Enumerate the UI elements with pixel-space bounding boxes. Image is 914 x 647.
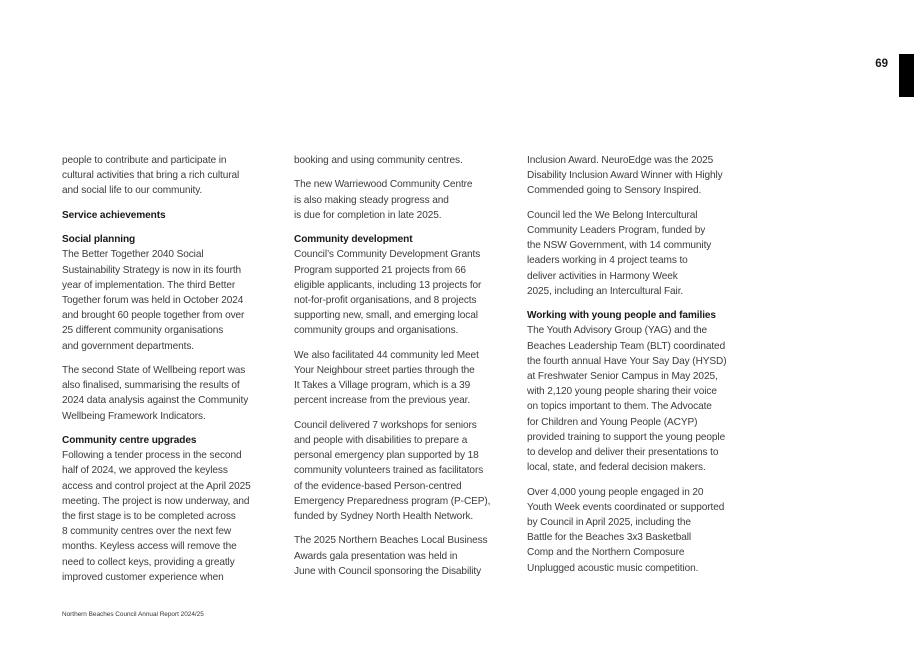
- text-line: Sustainability Strategy is now in its fourth: [62, 264, 242, 276]
- paragraph: [527, 485, 747, 576]
- text-line: need to collect keys, providing a greatly: [62, 556, 235, 568]
- text-column-1: [62, 153, 274, 594]
- paragraph: [294, 348, 506, 409]
- text-line: The new Warriewood Community Centre: [294, 179, 473, 191]
- text-line: is due for completion in late 2025.: [294, 209, 442, 221]
- paragraph: [294, 153, 506, 168]
- text-line: year of implementation. The third Better: [62, 279, 236, 291]
- text-line: also finalised, summarising the results of: [62, 380, 240, 392]
- text-column-3: [527, 153, 747, 585]
- text-line: funded by Sydney North Health Network.: [294, 511, 474, 523]
- text-line: Battle for the Beaches 3x3 Basketball: [527, 532, 692, 544]
- text-line: local, state, and federal decision makers.: [527, 462, 706, 474]
- footer-report-title: Northern Beaches Council Annual Report 2024/25: [62, 611, 204, 618]
- paragraph: [62, 153, 274, 199]
- subsection-heading: Community development: [294, 234, 413, 246]
- text-line: Together forum was held in October 2024: [62, 295, 244, 306]
- text-line: The Youth Advisory Group (YAG) and the: [527, 325, 708, 337]
- text-line: Wellbeing Framework Indicators.: [62, 410, 206, 422]
- text-line: access and control project at the April 2025: [62, 480, 251, 492]
- text-line: meeting. The project is now underway, and: [62, 495, 250, 507]
- text-line: months. Keyless access will remove the: [62, 541, 237, 553]
- text-line: by Council in April 2025, including the: [527, 517, 691, 529]
- text-line: percent increase from the previous year.: [294, 395, 471, 407]
- text-line: and social life to our community.: [62, 185, 203, 197]
- text-line: and people with disabilities to prepare a: [294, 435, 468, 446]
- text-line: to develop and deliver their presentations to: [527, 447, 719, 459]
- text-line: It Takes a Village program, which is a 39: [294, 380, 471, 392]
- text-line: people to contribute and participate in: [62, 155, 227, 166]
- text-line: personal emergency plan supported by 18: [294, 450, 479, 462]
- text-line: eligible applicants, including 13 projects for: [294, 279, 482, 291]
- text-line: leaders working in 4 project teams to: [527, 255, 688, 267]
- text-line: deliver activities in Harmony Week: [527, 270, 678, 282]
- text-line: Comp and the Northern Composure: [527, 547, 685, 559]
- paragraph: [62, 363, 274, 424]
- text-line: provided training to support the young people: [527, 431, 726, 443]
- text-line: not-for-profit organisations, and 8 projects: [294, 295, 477, 306]
- text-line: Emergency Preparedness program (P-CEP),: [294, 495, 491, 507]
- text-line: Inclusion Award. NeuroEdge was the 2025: [527, 155, 714, 166]
- text-line: the NSW Government, with 14 community: [527, 240, 712, 252]
- paragraph: [527, 153, 747, 199]
- text-line: Awards gala presentation was held in: [294, 550, 458, 562]
- subsection-heading: Working with young people and families: [527, 310, 716, 322]
- text-line: Over 4,000 young people engaged in 20: [527, 486, 704, 498]
- text-line: 2025, including an Intercultural Fair.: [527, 285, 684, 297]
- text-line: The 2025 Northern Beaches Local Business: [294, 535, 488, 547]
- subsection-heading: Social planning: [62, 234, 136, 246]
- text-line: 25 different community organisations: [62, 325, 224, 337]
- paragraph: [527, 308, 747, 475]
- text-line: Youth Week events coordinated or supported: [527, 501, 725, 513]
- text-line: Disability Inclusion Award Winner with Highly: [527, 170, 723, 182]
- text-line: and brought 60 people together from over: [62, 310, 245, 322]
- paragraph: [62, 433, 274, 585]
- text-line: Commended going to Sensory Inspired.: [527, 185, 702, 197]
- text-line: Unplugged acoustic music competition.: [527, 562, 699, 574]
- text-line: 8 community centres over the next few: [62, 526, 232, 538]
- page-number: 69: [875, 58, 888, 70]
- text-line: Community Leaders Program, funded by: [527, 225, 706, 236]
- text-line: cultural activities that bring a rich cultural: [62, 170, 240, 182]
- paragraph: [294, 232, 506, 338]
- paragraph: [294, 418, 506, 524]
- section-title: Service achievements: [62, 209, 166, 221]
- text-line: Following a tender process in the second: [62, 450, 242, 462]
- text-line: and government departments.: [62, 340, 194, 352]
- text-line: June with Council sponsoring the Disability: [294, 565, 482, 577]
- paragraph: [527, 208, 747, 299]
- text-line: of the evidence-based Person-centred: [294, 480, 462, 492]
- text-line: booking and using community centres.: [294, 155, 463, 166]
- text-line: Council led the We Belong Intercultural: [527, 209, 698, 221]
- text-line: We also facilitated 44 community led Meet: [294, 349, 479, 361]
- text-line: 2024 data analysis against the Community: [62, 395, 249, 407]
- paragraph: [294, 177, 506, 223]
- text-line: is also making steady progress and: [294, 194, 449, 206]
- text-line: community groups and organisations.: [294, 325, 459, 337]
- text-line: on topics important to them. The Advocate: [527, 401, 712, 413]
- text-line: with 2,120 young people sharing their voice: [527, 386, 717, 398]
- text-line: Council’s Community Development Grants: [294, 249, 481, 261]
- text-line: improved customer experience when: [62, 571, 224, 583]
- paragraph: [294, 533, 506, 579]
- section-tab-marker: [899, 54, 914, 97]
- text-line: the fourth annual Have Your Say Day (HYSD): [527, 355, 727, 367]
- text-line: half of 2024, we approved the keyless: [62, 465, 228, 477]
- text-line: The second State of Wellbeing report was: [62, 365, 246, 376]
- text-column-2: [294, 153, 506, 588]
- text-line: community volunteers trained as facilitators: [294, 465, 484, 477]
- text-line: at Freshwater Senior Campus in May 2025,: [527, 371, 718, 383]
- text-line: for Children and Young People (ACYP): [527, 416, 698, 428]
- text-line: The Better Together 2040 Social: [62, 249, 204, 261]
- paragraph: [62, 232, 274, 354]
- text-line: Your Neighbour street parties through the: [294, 365, 475, 376]
- subsection-heading: Community centre upgrades: [62, 435, 197, 446]
- text-line: the first stage is to be completed across: [62, 511, 236, 523]
- text-line: Beaches Leadership Team (BLT) coordinated: [527, 340, 726, 352]
- text-line: Council delivered 7 workshops for seniors: [294, 419, 477, 431]
- text-line: Program supported 21 projects from 66: [294, 264, 466, 276]
- text-line: supporting new, small, and emerging local: [294, 310, 478, 322]
